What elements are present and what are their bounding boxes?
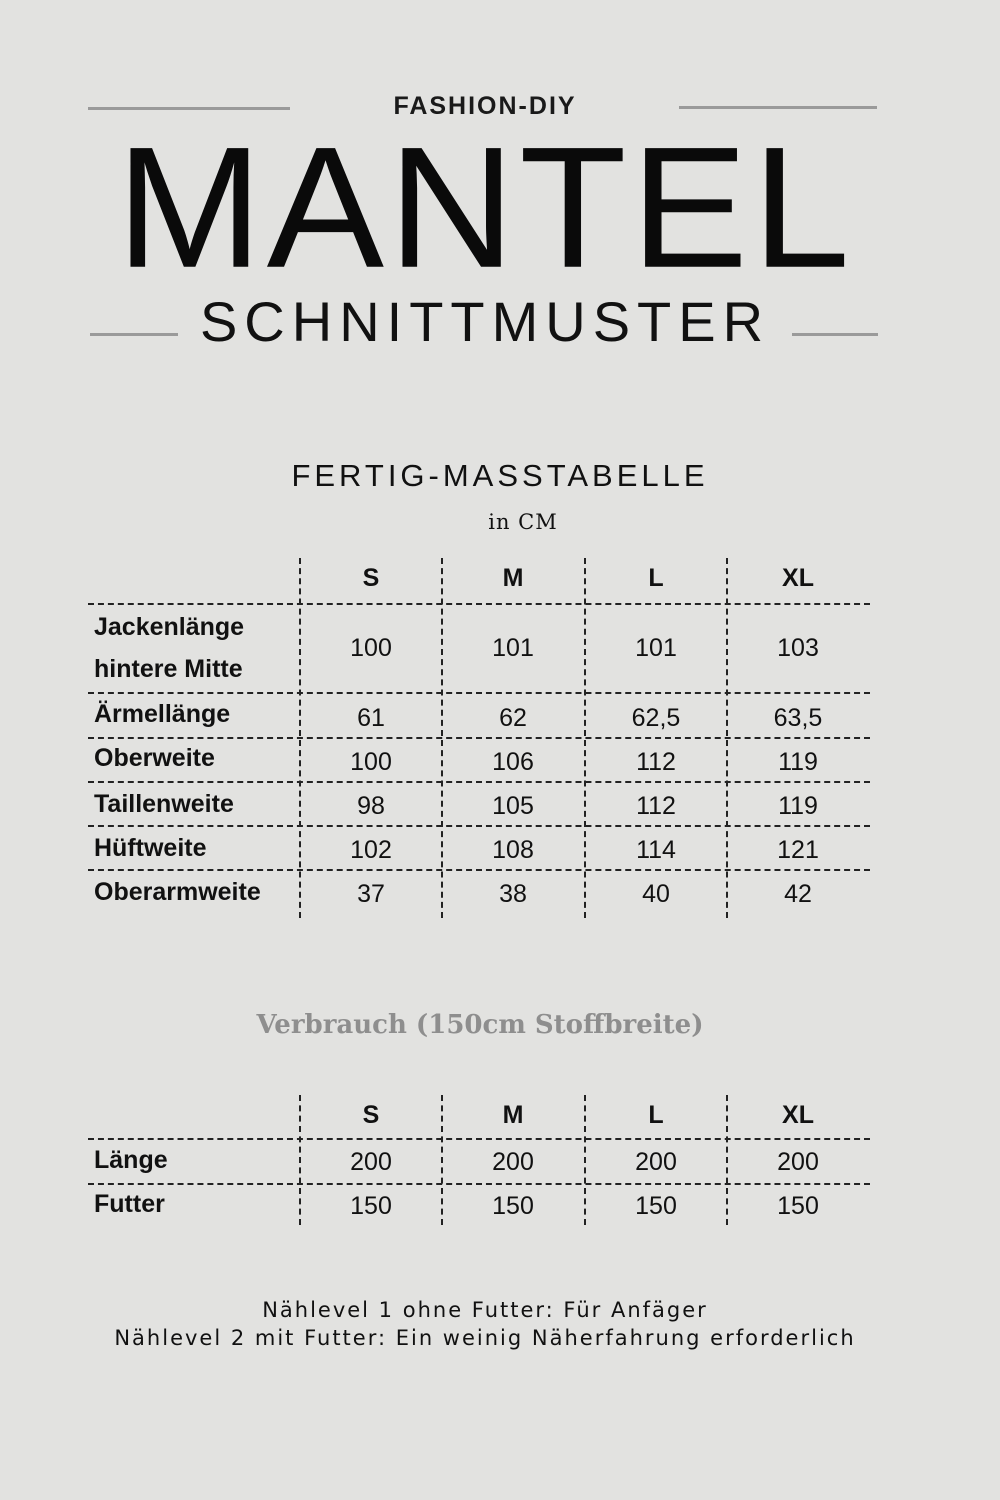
table-row xyxy=(88,695,870,739)
table-row xyxy=(88,871,870,915)
value-cell: 63,5 xyxy=(773,704,823,732)
value-cell: 150 xyxy=(635,1192,677,1220)
row-label: Länge xyxy=(94,1146,168,1174)
value-cell: 62 xyxy=(499,704,527,732)
size-header-xl: XL xyxy=(782,1101,814,1129)
row-label: Oberarmweite xyxy=(94,878,261,906)
row-label: Oberweite xyxy=(94,744,215,772)
value-cell: 200 xyxy=(492,1148,534,1176)
value-cell: 112 xyxy=(636,792,676,820)
row-label: Futter xyxy=(94,1190,165,1218)
value-cell: 112 xyxy=(636,748,676,776)
row-label: Taillenweite xyxy=(94,790,234,818)
value-cell: 37 xyxy=(357,880,385,908)
measure-table xyxy=(88,558,870,918)
usage-header-row xyxy=(88,1101,870,1141)
size-header-xl: XL xyxy=(782,564,814,592)
value-cell: 150 xyxy=(777,1192,819,1220)
size-header-m: M xyxy=(502,564,524,592)
value-cell: 119 xyxy=(778,792,818,820)
value-cell: 61 xyxy=(357,704,385,732)
value-cell: 150 xyxy=(350,1192,392,1220)
usage-table-title: Verbrauch (150cm Stoffbreite) xyxy=(256,1010,704,1040)
size-header-s: S xyxy=(362,564,380,592)
brand-label: FASHION-DIY xyxy=(393,92,577,120)
value-cell: 101 xyxy=(635,634,677,662)
value-cell: 42 xyxy=(784,880,812,908)
page-title: MANTEL xyxy=(116,111,854,305)
value-cell: 100 xyxy=(350,634,392,662)
value-cell: 62,5 xyxy=(631,704,681,732)
table-row xyxy=(88,739,870,783)
value-cell: 108 xyxy=(492,836,534,864)
footer-line-2: Nählevel 2 mit Futter: Ein weinig Näherfahrung erforderlich xyxy=(114,1326,856,1350)
value-cell: 119 xyxy=(778,748,818,776)
value-cell: 102 xyxy=(350,836,392,864)
footer-line-1: Nählevel 1 ohne Futter: Für Anfäger xyxy=(262,1298,708,1322)
row-label: Ärmellänge xyxy=(94,700,231,728)
table-row xyxy=(88,783,870,827)
size-header-s: S xyxy=(362,1101,380,1129)
row-label: Hüftweite xyxy=(94,834,207,862)
value-cell: 200 xyxy=(777,1148,819,1176)
value-cell: 114 xyxy=(636,836,676,864)
value-cell: 200 xyxy=(635,1148,677,1176)
row-label: Jackenlänge hintere Mitte xyxy=(94,613,245,683)
value-cell: 98 xyxy=(357,792,385,820)
value-cell: 150 xyxy=(492,1192,534,1220)
page-subtitle: SCHNITTMUSTER xyxy=(199,290,771,353)
measure-table-title: FERTIG-MASSTABELLE xyxy=(291,458,709,493)
value-cell: 100 xyxy=(350,748,392,776)
value-cell: 101 xyxy=(492,634,534,662)
size-header-m: M xyxy=(502,1101,524,1129)
size-header-l: L xyxy=(648,1101,664,1129)
value-cell: 105 xyxy=(492,792,534,820)
usage-table xyxy=(88,1095,870,1225)
value-cell: 38 xyxy=(499,880,527,908)
value-cell: 200 xyxy=(350,1148,392,1176)
value-cell: 40 xyxy=(642,880,670,908)
table-row xyxy=(88,1185,870,1229)
table-row xyxy=(88,1141,870,1185)
measure-table-unit: in CM xyxy=(488,510,558,534)
value-cell: 106 xyxy=(492,748,534,776)
table-row xyxy=(88,827,870,871)
value-cell: 121 xyxy=(777,836,819,864)
table-row xyxy=(88,606,870,692)
size-header-l: L xyxy=(648,564,664,592)
value-cell: 103 xyxy=(777,634,819,662)
measure-header-row xyxy=(88,564,870,604)
